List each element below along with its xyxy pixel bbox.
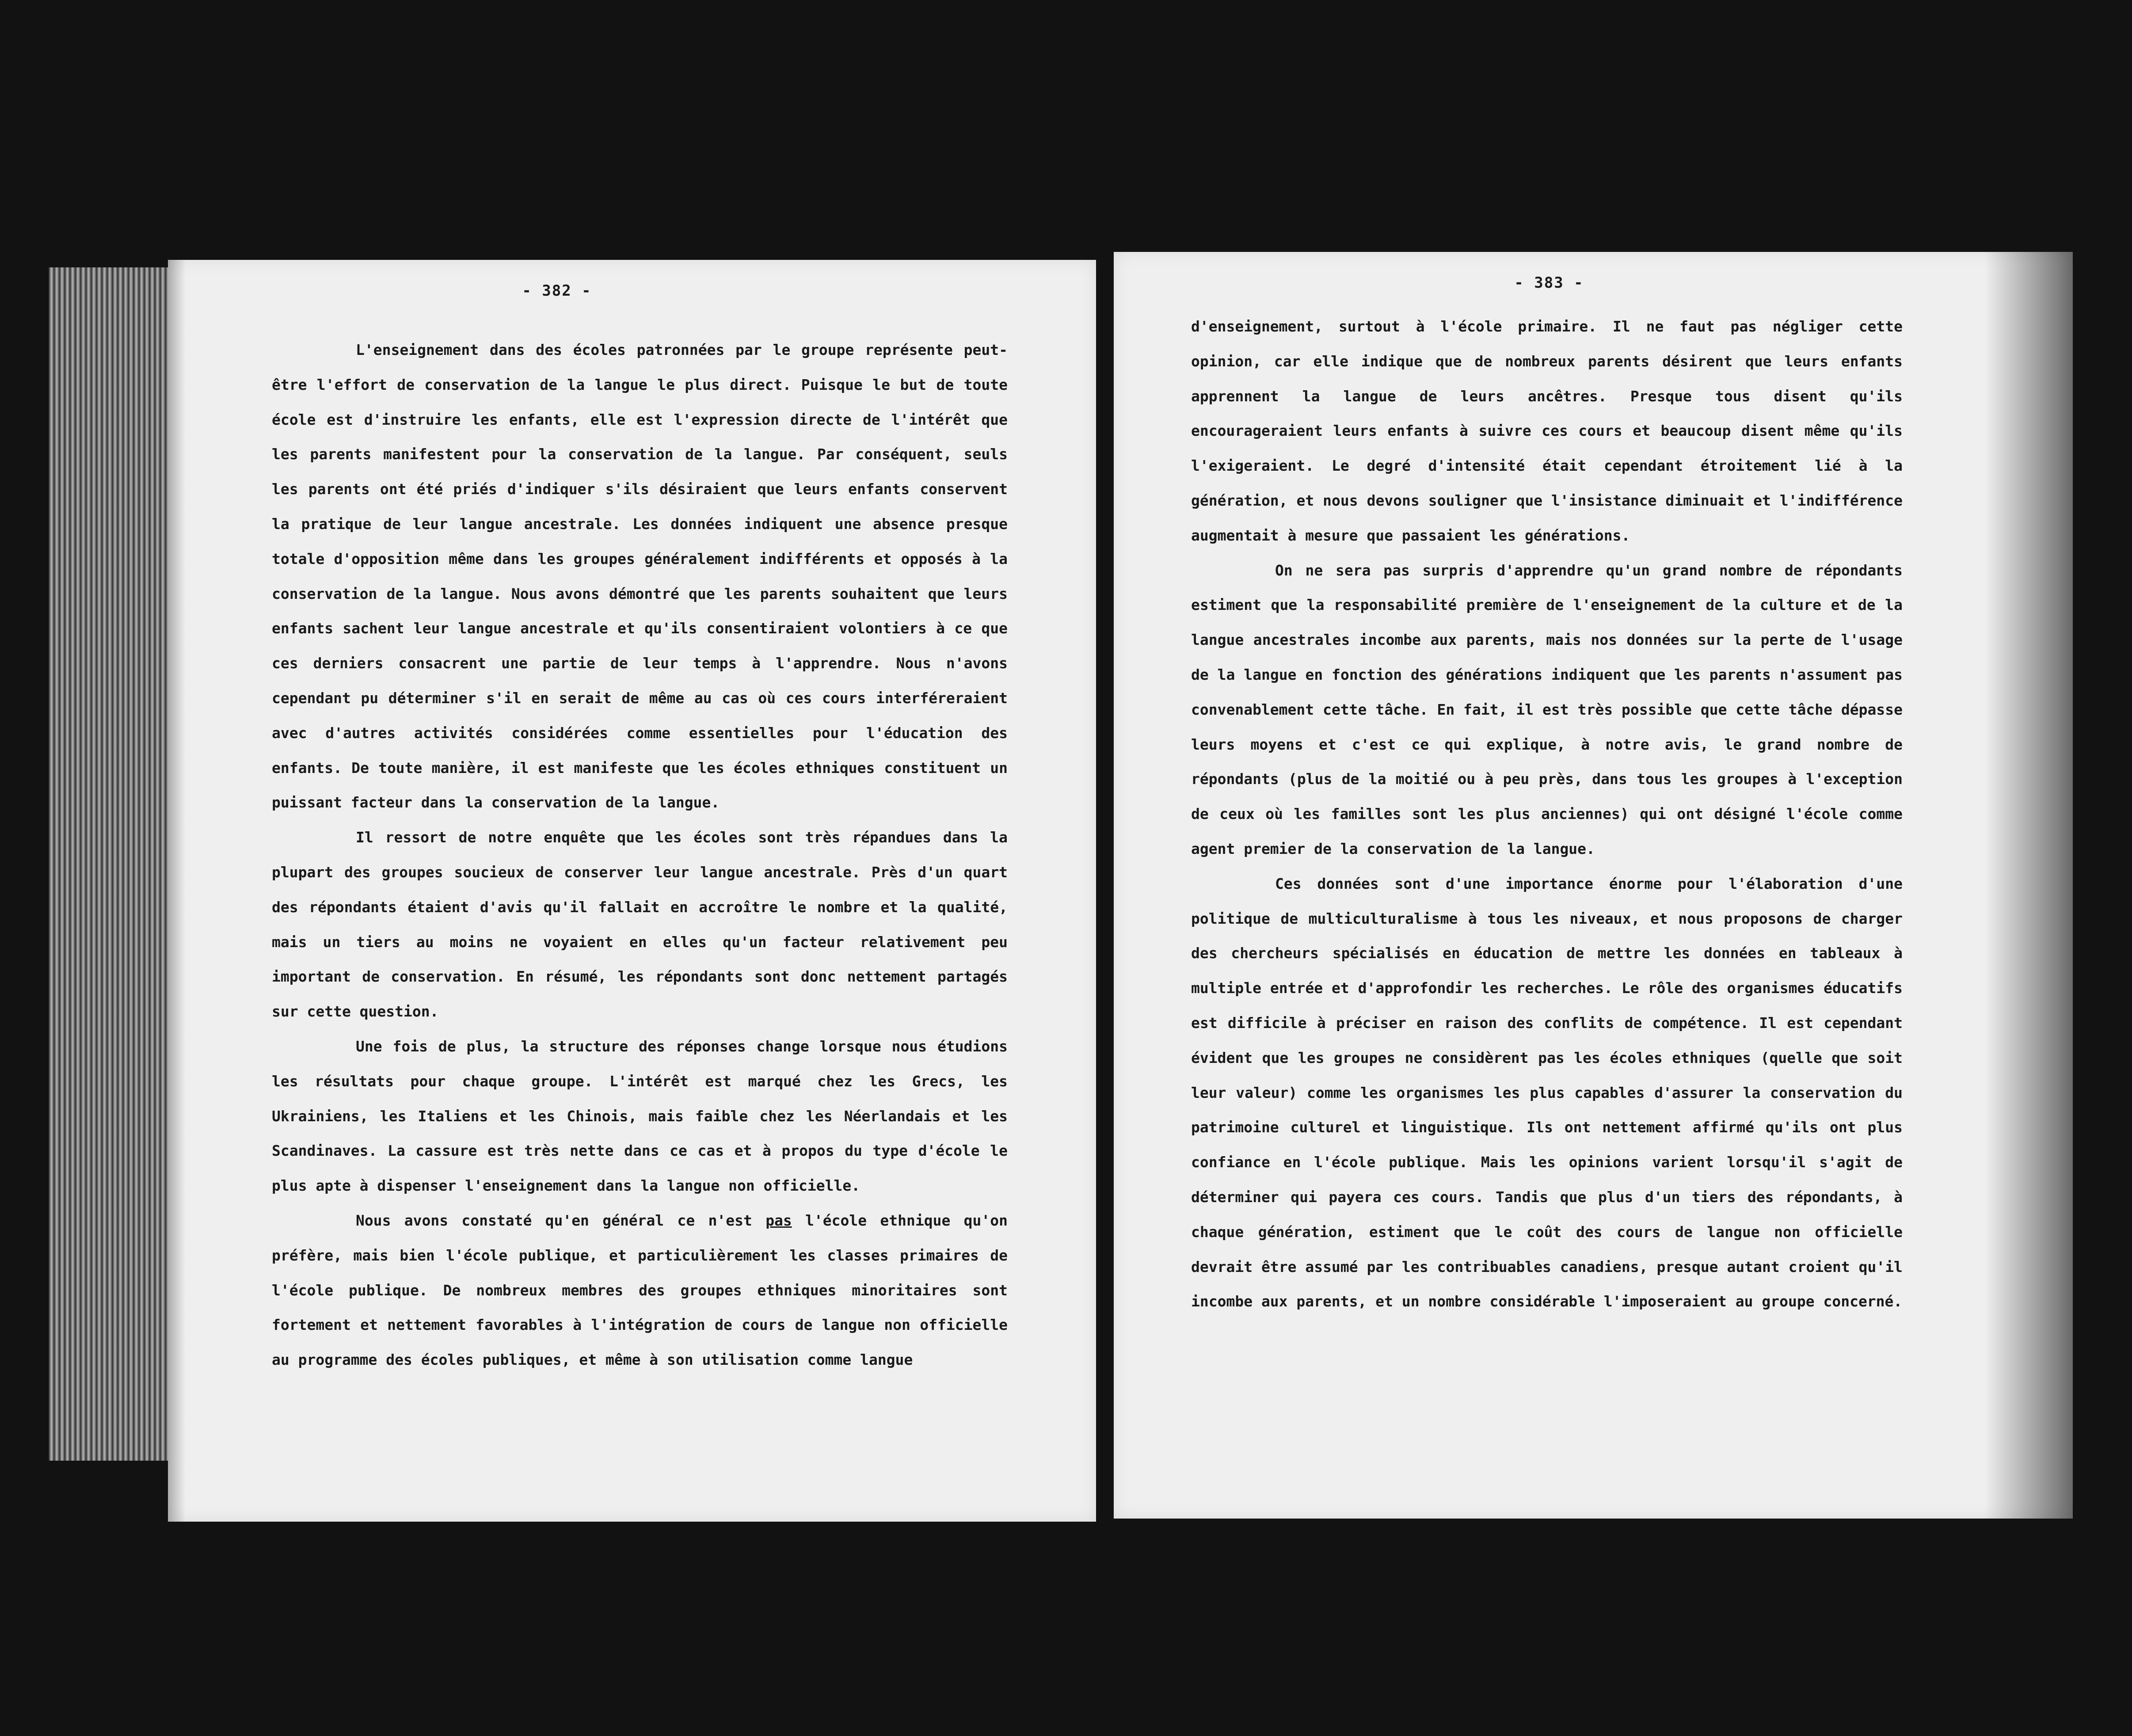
paragraph: Une fois de plus, la structure des réponses change lorsque nous étudions les résultats pour chaque groupe. L'intérêt est marqué chez les Grecs, les Ukrainiens, les Italiens et les Chinois, mais faible chez les Néerlandais et les Scandinaves. La cassure est très nette dans ce cas et à propos du type d'école le plus apte à dispenser l'enseignement dans la langue non officielle. [272,1037,1008,1195]
right-page [1114,252,2073,1519]
paragraph: L'enseignement dans des écoles patronnées par le groupe représente peut-être l'effort de conservation de la langue le plus direct. Puisque le but de toute école est d'instruire les enfants, elle est l'expression directe de l'intérêt que les parents manifestent pour la conservation de la langue. Par conséquent, seuls les parents ont été priés d'indiquer s'ils désiraient que leurs enfants conservent la pratique de leur langue ancestrale. Les données indiquent une absence presque totale d'opposition même dans les groupes généralement indifférents et opposés à la conservation de la langue. Nous avons démontré que les parents souhaitent que leurs enfants sachent leur langue ancestrale et qu'ils consentiraient volontiers à ce que ces derniers consacrent une partie de leur temps à l'apprendre. Nous n'avons cependant pu déterminer s'il en serait de même au cas où ces cours interféreraient avec d'autres activités considérées comme essentielles pour l'éducation des enfants. De toute manière, il est manifeste que les écoles ethniques constituent un puissant facteur dans la conservation de la langue. [272,341,1008,811]
page-number: - 383 - [1514,274,1584,292]
paragraph-text: l'école ethnique qu'on préfère, mais bien l'école publique, et particulièrement les classes primaires de l'école publique. De nombreux membres des groupes ethniques minoritaires sont fortement et nettement favorables à l'intégration de cours de langue non officielle au programme des écoles publiques, et même à son utilisation comme langue [272,1211,1008,1369]
underlined-word: pas [765,1211,792,1229]
paragraph: Ces données sont d'une importance énorme pour l'élaboration d'une politique de multiculturalisme à tous les niveaux, et nous proposons de charger des chercheurs spécialisés en éducation de mettre les données en tableaux à multiple entrée et d'approfondir les recherches. Le rôle des organismes éducatifs est difficile à préciser en raison des conflits de compétence. Il est cependant évident que les groupes ne considèrent pas les écoles ethniques (quelle que soit leur valeur) comme les organismes les plus capables d'assurer la conservation du patrimoine culturel et linguistique. Ils ont nettement affirmé qu'ils ont plus confiance en l'école publique. Mais les opinions varient lorsqu'il s'agit de déterminer qui payera ces cours. Tandis que plus d'un tiers des répondants, à chaque génération, estiment que le coût des cours de langue non officielle devrait être assumé par les contribuables canadiens, presque autant croient qu'il incombe aux parents, et un nombre considérable l'imposeraient au groupe concerné. [1191,875,1903,1310]
left-page [168,260,1096,1522]
page-shadow [1984,252,2073,1519]
paragraph: d'enseignement, surtout à l'école primaire. Il ne faut pas négliger cette opinion, car elle indique que de nombreux parents désirent que leurs enfants apprennent la langue de leurs ancêtres. Presque tous disent qu'ils encourageraient leurs enfants à suivre ces cours et beaucoup disent même qu'ils l'exigeraient. Le degré d'intensité était cependant étroitement lié à la génération, et nous devons souligner que l'insistance diminuait et l'indifférence augmentait à mesure que passaient les générations. [1191,318,1903,544]
page-body [1191,309,1903,1319]
page-body [272,333,1008,1378]
page-number: - 382 - [522,282,592,300]
page-stack-edge [49,267,181,1461]
paragraph: On ne sera pas surpris d'apprendre qu'un grand nombre de répondants estiment que la responsabilité première de l'enseignement de la culture et de la langue ancestrales incombe aux parents, mais nos données sur la perte de l'usage de la langue en fonction des générations indiquent que les parents n'assument pas convenablement cette tâche. En fait, il est très possible que cette tâche dépasse leurs moyens et c'est ce qui explique, à notre avis, le grand nombre de répondants (plus de la moitié ou à peu près, dans tous les groupes à l'exception de ceux où les familles sont les plus anciennes) qui ont désigné l'école comme agent premier de la conservation de la langue. [1191,561,1903,857]
paragraph: Il ressort de notre enquête que les écoles sont très répandues dans la plupart des groupes soucieux de conserver leur langue ancestrale. Près d'un quart des répondants étaient d'avis qu'il fallait en accroître le nombre et la qualité, mais un tiers au moins ne voyaient en elles qu'un facteur relativement peu important de conservation. En résumé, les répondants sont donc nettement partagés sur cette question. [272,829,1008,1020]
paragraph-text: Nous avons constaté qu'en général ce n'est [356,1211,766,1229]
page-shadow [168,260,186,1522]
paragraph [272,1203,1008,1378]
